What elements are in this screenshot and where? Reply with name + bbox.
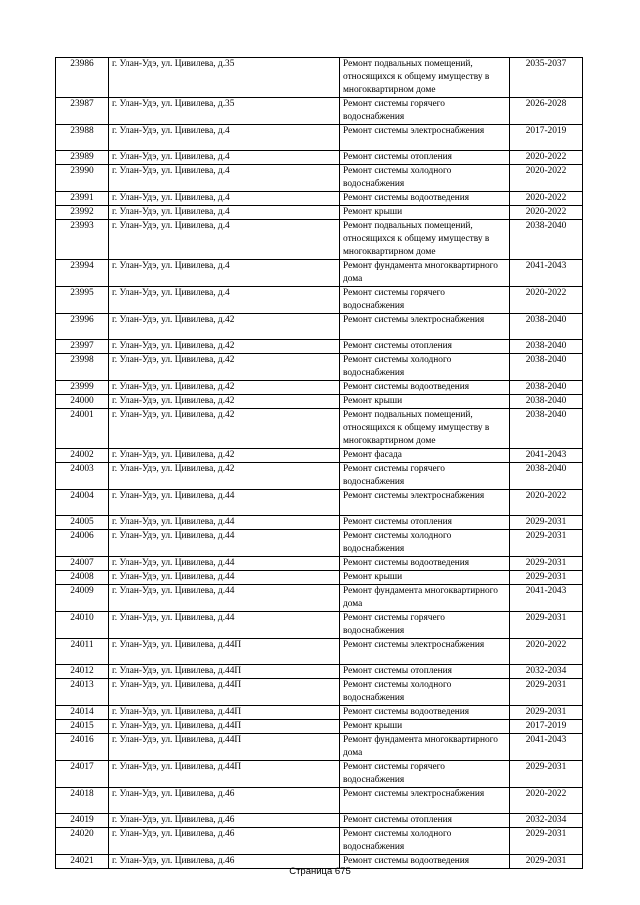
row-number: 24010 (56, 612, 109, 639)
row-number: 23994 (56, 260, 109, 287)
row-address: г. Улан-Удэ, ул. Цивилева, д.44 (109, 490, 340, 516)
row-address: г. Улан-Удэ, ул. Цивилева, д.4 (109, 165, 340, 192)
row-work-type: Ремонт системы водоотведения (340, 855, 510, 869)
row-work-type: Ремонт системы водоотведения (340, 557, 510, 571)
row-number: 24009 (56, 585, 109, 612)
row-period: 2029-2031 (510, 516, 583, 530)
row-work-type: Ремонт системы холодного водоснабжения (340, 530, 510, 557)
row-work-type: Ремонт системы горячего водоснабжения (340, 463, 510, 490)
table-row (56, 530, 583, 557)
row-work-type: Ремонт крыши (340, 571, 510, 585)
row-number: 24003 (56, 463, 109, 490)
row-number: 24008 (56, 571, 109, 585)
row-number: 23988 (56, 125, 109, 151)
row-work-type: Ремонт системы отопления (340, 814, 510, 828)
row-address: г. Улан-Удэ, ул. Цивилева, д.44П (109, 706, 340, 720)
row-work-type: Ремонт системы электроснабжения (340, 125, 510, 151)
row-number: 24006 (56, 530, 109, 557)
row-number: 24015 (56, 720, 109, 734)
row-period: 2032-2034 (510, 814, 583, 828)
row-period: 2020-2022 (510, 490, 583, 516)
table-row (56, 340, 583, 354)
row-period: 2038-2040 (510, 463, 583, 490)
table-row (56, 571, 583, 585)
row-work-type: Ремонт системы отопления (340, 340, 510, 354)
row-number: 24004 (56, 490, 109, 516)
row-work-type: Ремонт фундамента многоквартирного дома (340, 585, 510, 612)
row-period: 2017-2019 (510, 125, 583, 151)
row-number: 24001 (56, 409, 109, 449)
row-work-type: Ремонт подвальных помещений, относящихся к общему имуществу в многоквартирном доме (340, 220, 510, 260)
row-address: г. Улан-Удэ, ул. Цивилева, д.46 (109, 855, 340, 869)
row-work-type: Ремонт системы отопления (340, 151, 510, 165)
row-number: 23990 (56, 165, 109, 192)
row-work-type: Ремонт системы водоотведения (340, 192, 510, 206)
row-number: 24013 (56, 679, 109, 706)
table-row (56, 206, 583, 220)
row-address: г. Улан-Удэ, ул. Цивилева, д.42 (109, 409, 340, 449)
row-work-type: Ремонт системы горячего водоснабжения (340, 98, 510, 125)
row-period: 2038-2040 (510, 220, 583, 260)
row-period: 2041-2043 (510, 260, 583, 287)
row-address: г. Улан-Удэ, ул. Цивилева, д.44 (109, 557, 340, 571)
register-table-body (56, 58, 583, 869)
row-period: 2029-2031 (510, 557, 583, 571)
row-address: г. Улан-Удэ, ул. Цивилева, д.46 (109, 788, 340, 814)
row-address: г. Улан-Удэ, ул. Цивилева, д.44П (109, 734, 340, 761)
row-number: 24002 (56, 449, 109, 463)
row-address: г. Улан-Удэ, ул. Цивилева, д.4 (109, 206, 340, 220)
row-work-type: Ремонт фундамента многоквартирного дома (340, 734, 510, 761)
row-work-type: Ремонт системы холодного водоснабжения (340, 165, 510, 192)
row-period: 2038-2040 (510, 395, 583, 409)
row-number: 23998 (56, 354, 109, 381)
row-number: 24017 (56, 761, 109, 788)
row-address: г. Улан-Удэ, ул. Цивилева, д.44П (109, 665, 340, 679)
row-address: г. Улан-Удэ, ул. Цивилева, д.4 (109, 192, 340, 206)
table-row (56, 612, 583, 639)
row-work-type: Ремонт системы отопления (340, 516, 510, 530)
row-address: г. Улан-Удэ, ул. Цивилева, д.44П (109, 679, 340, 706)
row-address: г. Улан-Удэ, ул. Цивилева, д.44П (109, 761, 340, 788)
row-address: г. Улан-Удэ, ул. Цивилева, д.46 (109, 814, 340, 828)
row-period: 2029-2031 (510, 855, 583, 869)
row-work-type: Ремонт системы холодного водоснабжения (340, 679, 510, 706)
row-work-type: Ремонт фасада (340, 449, 510, 463)
row-work-type: Ремонт системы водоотведения (340, 706, 510, 720)
table-row (56, 260, 583, 287)
row-period: 2020-2022 (510, 206, 583, 220)
table-row (56, 788, 583, 814)
row-period: 2020-2022 (510, 165, 583, 192)
row-number: 23989 (56, 151, 109, 165)
row-work-type: Ремонт системы отопления (340, 665, 510, 679)
row-number: 23995 (56, 287, 109, 314)
table-row (56, 490, 583, 516)
table-row (56, 463, 583, 490)
row-address: г. Улан-Удэ, ул. Цивилева, д.35 (109, 58, 340, 98)
table-row (56, 192, 583, 206)
table-row (56, 98, 583, 125)
row-period: 2029-2031 (510, 571, 583, 585)
row-address: г. Улан-Удэ, ул. Цивилева, д.4 (109, 260, 340, 287)
row-number: 24011 (56, 639, 109, 665)
row-number: 24019 (56, 814, 109, 828)
table-row (56, 679, 583, 706)
row-address: г. Улан-Удэ, ул. Цивилева, д.44 (109, 585, 340, 612)
row-number: 23999 (56, 381, 109, 395)
row-address: г. Улан-Удэ, ул. Цивилева, д.44 (109, 571, 340, 585)
row-number: 24020 (56, 828, 109, 855)
row-number: 23993 (56, 220, 109, 260)
row-number: 24021 (56, 855, 109, 869)
row-work-type: Ремонт системы холодного водоснабжения (340, 828, 510, 855)
row-work-type: Ремонт системы электроснабжения (340, 639, 510, 665)
row-address: г. Улан-Удэ, ул. Цивилева, д.44П (109, 639, 340, 665)
register-table (55, 57, 583, 869)
table-row (56, 814, 583, 828)
row-work-type: Ремонт системы электроснабжения (340, 490, 510, 516)
row-period: 2020-2022 (510, 287, 583, 314)
row-address: г. Улан-Удэ, ул. Цивилева, д.42 (109, 395, 340, 409)
row-work-type: Ремонт системы холодного водоснабжения (340, 354, 510, 381)
row-work-type: Ремонт системы горячего водоснабжения (340, 612, 510, 639)
row-address: г. Улан-Удэ, ул. Цивилева, д.4 (109, 151, 340, 165)
row-number: 24000 (56, 395, 109, 409)
row-address: г. Улан-Удэ, ул. Цивилева, д.42 (109, 381, 340, 395)
row-period: 2035-2037 (510, 58, 583, 98)
row-period: 2041-2043 (510, 585, 583, 612)
row-period: 2029-2031 (510, 612, 583, 639)
row-period: 2029-2031 (510, 530, 583, 557)
row-address: г. Улан-Удэ, ул. Цивилева, д.4 (109, 287, 340, 314)
table-row (56, 151, 583, 165)
row-number: 23992 (56, 206, 109, 220)
row-period: 2041-2043 (510, 449, 583, 463)
row-period: 2038-2040 (510, 354, 583, 381)
row-work-type: Ремонт крыши (340, 720, 510, 734)
row-work-type: Ремонт системы водоотведения (340, 381, 510, 395)
row-number: 24016 (56, 734, 109, 761)
table-row (56, 665, 583, 679)
table-row (56, 720, 583, 734)
row-address: г. Улан-Удэ, ул. Цивилева, д.46 (109, 828, 340, 855)
row-period: 2041-2043 (510, 734, 583, 761)
row-work-type: Ремонт крыши (340, 395, 510, 409)
row-work-type: Ремонт подвальных помещений, относящихся к общему имуществу в многоквартирном доме (340, 409, 510, 449)
row-work-type: Ремонт крыши (340, 206, 510, 220)
row-period: 2038-2040 (510, 340, 583, 354)
table-row (56, 639, 583, 665)
table-row (56, 585, 583, 612)
row-address: г. Улан-Удэ, ул. Цивилева, д.44П (109, 720, 340, 734)
page-number: Страница 675 (289, 866, 351, 877)
row-address: г. Улан-Удэ, ул. Цивилева, д.42 (109, 314, 340, 340)
table-row (56, 409, 583, 449)
row-work-type: Ремонт системы горячего водоснабжения (340, 287, 510, 314)
row-period: 2029-2031 (510, 679, 583, 706)
row-number: 24014 (56, 706, 109, 720)
row-number: 24018 (56, 788, 109, 814)
row-number: 24005 (56, 516, 109, 530)
table-row (56, 706, 583, 720)
row-period: 2020-2022 (510, 192, 583, 206)
row-period: 2029-2031 (510, 706, 583, 720)
table-row (56, 287, 583, 314)
table-row (56, 761, 583, 788)
table-row (56, 449, 583, 463)
table-row (56, 165, 583, 192)
row-address: г. Улан-Удэ, ул. Цивилева, д.4 (109, 125, 340, 151)
table-row (56, 734, 583, 761)
row-number: 24007 (56, 557, 109, 571)
row-number: 23986 (56, 58, 109, 98)
row-work-type: Ремонт системы электроснабжения (340, 788, 510, 814)
row-period: 2038-2040 (510, 314, 583, 340)
row-work-type: Ремонт подвальных помещений, относящихся к общему имуществу в многоквартирном доме (340, 58, 510, 98)
row-work-type: Ремонт фундамента многоквартирного дома (340, 260, 510, 287)
row-address: г. Улан-Удэ, ул. Цивилева, д.42 (109, 354, 340, 381)
row-period: 2029-2031 (510, 828, 583, 855)
row-period: 2038-2040 (510, 409, 583, 449)
row-number: 23996 (56, 314, 109, 340)
row-number: 24012 (56, 665, 109, 679)
row-address: г. Улан-Удэ, ул. Цивилева, д.44 (109, 612, 340, 639)
row-address: г. Улан-Удэ, ул. Цивилева, д.42 (109, 340, 340, 354)
table-row (56, 58, 583, 98)
table-row (56, 828, 583, 855)
row-number: 23987 (56, 98, 109, 125)
table-row (56, 557, 583, 571)
table-row (56, 381, 583, 395)
row-address: г. Улан-Удэ, ул. Цивилева, д.42 (109, 449, 340, 463)
row-number: 23997 (56, 340, 109, 354)
row-period: 2020-2022 (510, 788, 583, 814)
table-row (56, 395, 583, 409)
row-period: 2017-2019 (510, 720, 583, 734)
row-work-type: Ремонт системы электроснабжения (340, 314, 510, 340)
row-number: 23991 (56, 192, 109, 206)
row-address: г. Улан-Удэ, ул. Цивилева, д.44 (109, 516, 340, 530)
table-row (56, 516, 583, 530)
row-address: г. Улан-Удэ, ул. Цивилева, д.4 (109, 220, 340, 260)
row-address: г. Улан-Удэ, ул. Цивилева, д.44 (109, 530, 340, 557)
row-period: 2032-2034 (510, 665, 583, 679)
row-period: 2026-2028 (510, 98, 583, 125)
row-address: г. Улан-Удэ, ул. Цивилева, д.42 (109, 463, 340, 490)
row-work-type: Ремонт системы горячего водоснабжения (340, 761, 510, 788)
row-period: 2029-2031 (510, 761, 583, 788)
table-row (56, 354, 583, 381)
row-period: 2020-2022 (510, 639, 583, 665)
table-row (56, 125, 583, 151)
row-address: г. Улан-Удэ, ул. Цивилева, д.35 (109, 98, 340, 125)
row-period: 2020-2022 (510, 151, 583, 165)
table-row (56, 220, 583, 260)
row-period: 2038-2040 (510, 381, 583, 395)
table-row (56, 314, 583, 340)
